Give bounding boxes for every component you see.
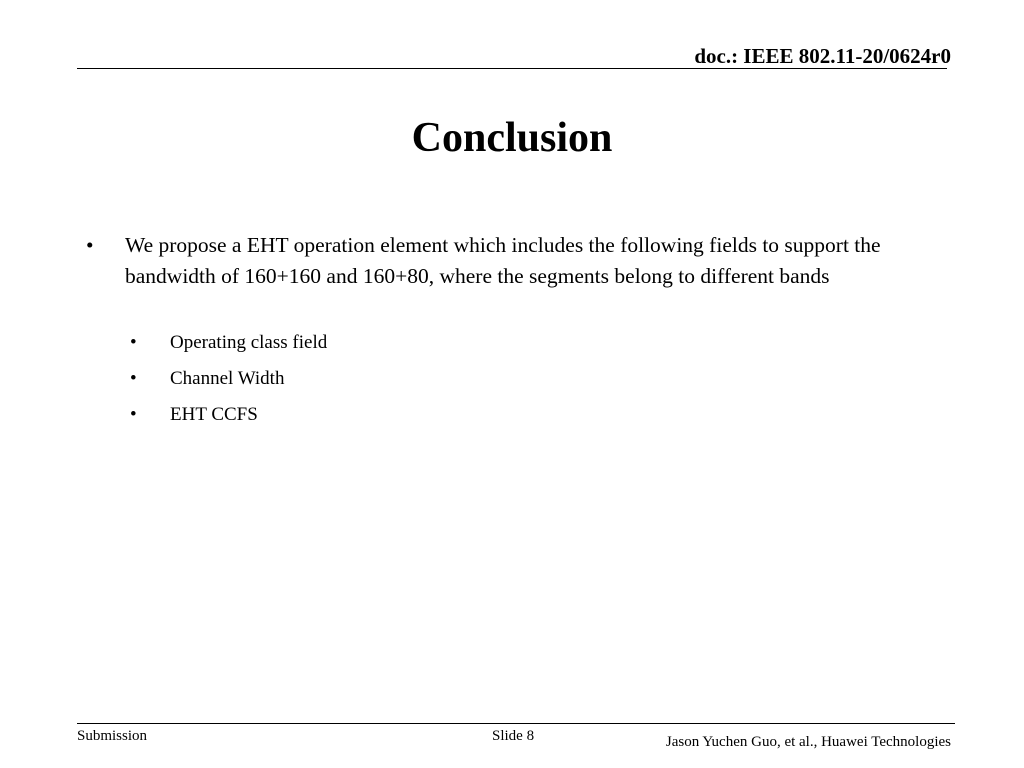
sub-bullet-item [130,366,830,402]
slide-title: Conclusion [411,115,613,161]
footer-divider [77,723,955,724]
sub-bullet-text: EHT CCFS [170,404,258,425]
main-bullet-item [86,230,946,292]
bullet-dot: • [130,332,137,353]
main-bullet-text: We propose a EHT operation element which includes the following fields to support the bandwidth of 160+160 and 160+80, where the segments belong to different bands [125,233,881,288]
bullet-dot: • [130,368,137,389]
bullet-dot: • [130,404,137,425]
footer-slide-number: Slide 8 [492,728,535,744]
footer-authors: Jason Yuchen Guo, et al., Huawei Technologies [665,734,951,750]
sub-bullet-list [130,330,830,438]
bullet-dot: • [86,233,94,257]
header-divider [77,68,947,69]
footer-submission: Submission [77,728,148,744]
sub-bullet-item [130,330,830,366]
sub-bullet-text: Channel Width [170,368,285,389]
doc-id-label: doc.: IEEE 802.11-20/0624r0 [694,44,951,68]
sub-bullet-item [130,402,830,438]
sub-bullet-text: Operating class field [170,332,328,353]
